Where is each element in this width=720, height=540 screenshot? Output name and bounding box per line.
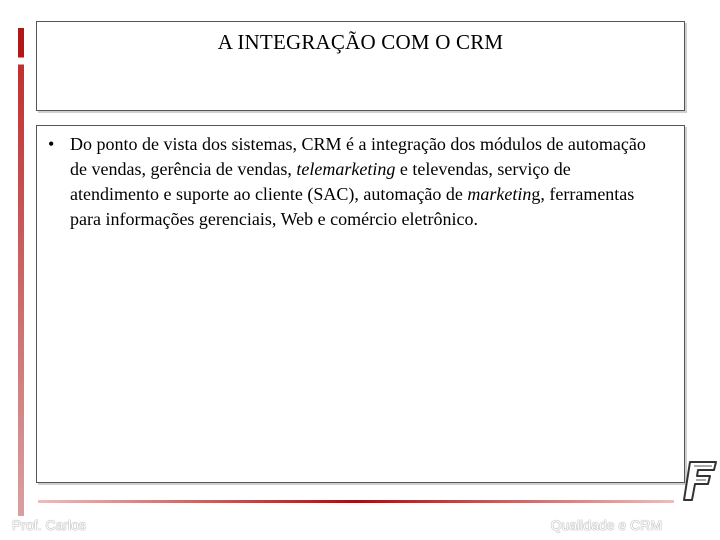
bullet-text-part3: g, ferramentas para informações gerenciais, Web e comércio eletrônico. (70, 184, 635, 229)
title-box (36, 21, 685, 111)
bullet-item (37, 132, 662, 232)
bullet-text-italic2: marketin (467, 184, 532, 204)
footer-author: Prof. Carlos (12, 517, 86, 533)
bullet-text (70, 132, 662, 232)
footer-divider (38, 500, 674, 503)
left-accent-bar (18, 28, 24, 516)
bullet-text-italic1: telemarketing (296, 159, 396, 179)
bullet-marker: • (48, 134, 55, 154)
slide-title: A INTEGRAÇÃO COM O CRM (217, 30, 504, 54)
f-logo-icon (682, 458, 720, 504)
bullet-text-part2: e televendas, serviço de atendimento e suporte ao cliente (SAC), automação de (70, 159, 571, 204)
content-box (36, 125, 685, 483)
footer-course: Qualidade e CRM (550, 517, 662, 533)
bullet-text-part1: Do ponto de vista dos sistemas, CRM é a integração dos módulos de automação de vendas, gerência de vendas, (70, 134, 646, 179)
